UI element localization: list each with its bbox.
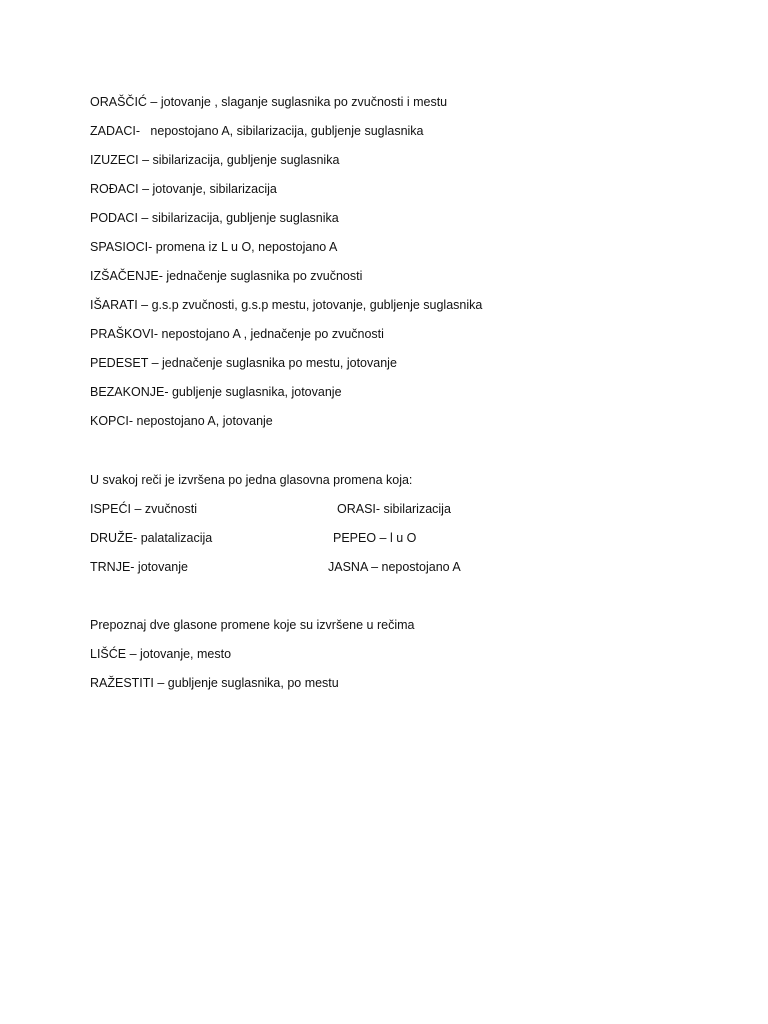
section-heading: Prepoznaj dve glasone promene koje su izvršene u rečima: [90, 618, 415, 632]
list-item: IZŠAČENJE- jednačenje suglasnika po zvučnosti: [90, 269, 363, 283]
list-item: LIŠĆE – jotovanje, mesto: [90, 647, 232, 661]
list-item: IZUZECI – sibilarizacija, gubljenje suglasnika: [90, 153, 340, 167]
exercise-left: TRNJE- jotovanje: [90, 560, 188, 574]
list-item: KOPCI- nepostojano A, jotovanje: [90, 414, 273, 428]
list-item: ROĐACI – jotovanje, sibilarizacija: [90, 182, 277, 196]
list-item: IŠARATI – g.s.p zvučnosti, g.s.p mestu, jotovanje, gubljenje suglasnika: [90, 298, 483, 312]
list-item: SPASIOCI- promena iz L u O, nepostojano A: [90, 240, 338, 254]
list-item: ORAŠČIĆ – jotovanje , slaganje suglasnika po zvučnosti i mestu: [90, 95, 448, 109]
list-item: PEDESET – jednačenje suglasnika po mestu, jotovanje: [90, 356, 397, 370]
exercise-right: PEPEO – l u O: [333, 531, 417, 545]
list-item: RAŽESTITI – gubljenje suglasnika, po mestu: [90, 676, 339, 690]
exercise-left: ISPEĆI – zvučnosti: [90, 502, 197, 516]
list-item: BEZAKONJE- gubljenje suglasnika, jotovanje: [90, 385, 342, 399]
list-item: PRAŠKOVI- nepostojano A , jednačenje po zvučnosti: [90, 327, 384, 341]
exercise-right: JASNA – nepostojano A: [328, 560, 461, 574]
list-item: PODACI – sibilarizacija, gubljenje suglasnika: [90, 211, 339, 225]
exercise-right: ORASI- sibilarizacija: [337, 502, 451, 516]
list-item: ZADACI- nepostojano A, sibilarizacija, gubljenje suglasnika: [90, 124, 424, 138]
section-heading: U svakoj reči je izvršena po jedna glasovna promena koja:: [90, 473, 413, 487]
exercise-left: DRUŽE- palatalizacija: [90, 531, 213, 545]
